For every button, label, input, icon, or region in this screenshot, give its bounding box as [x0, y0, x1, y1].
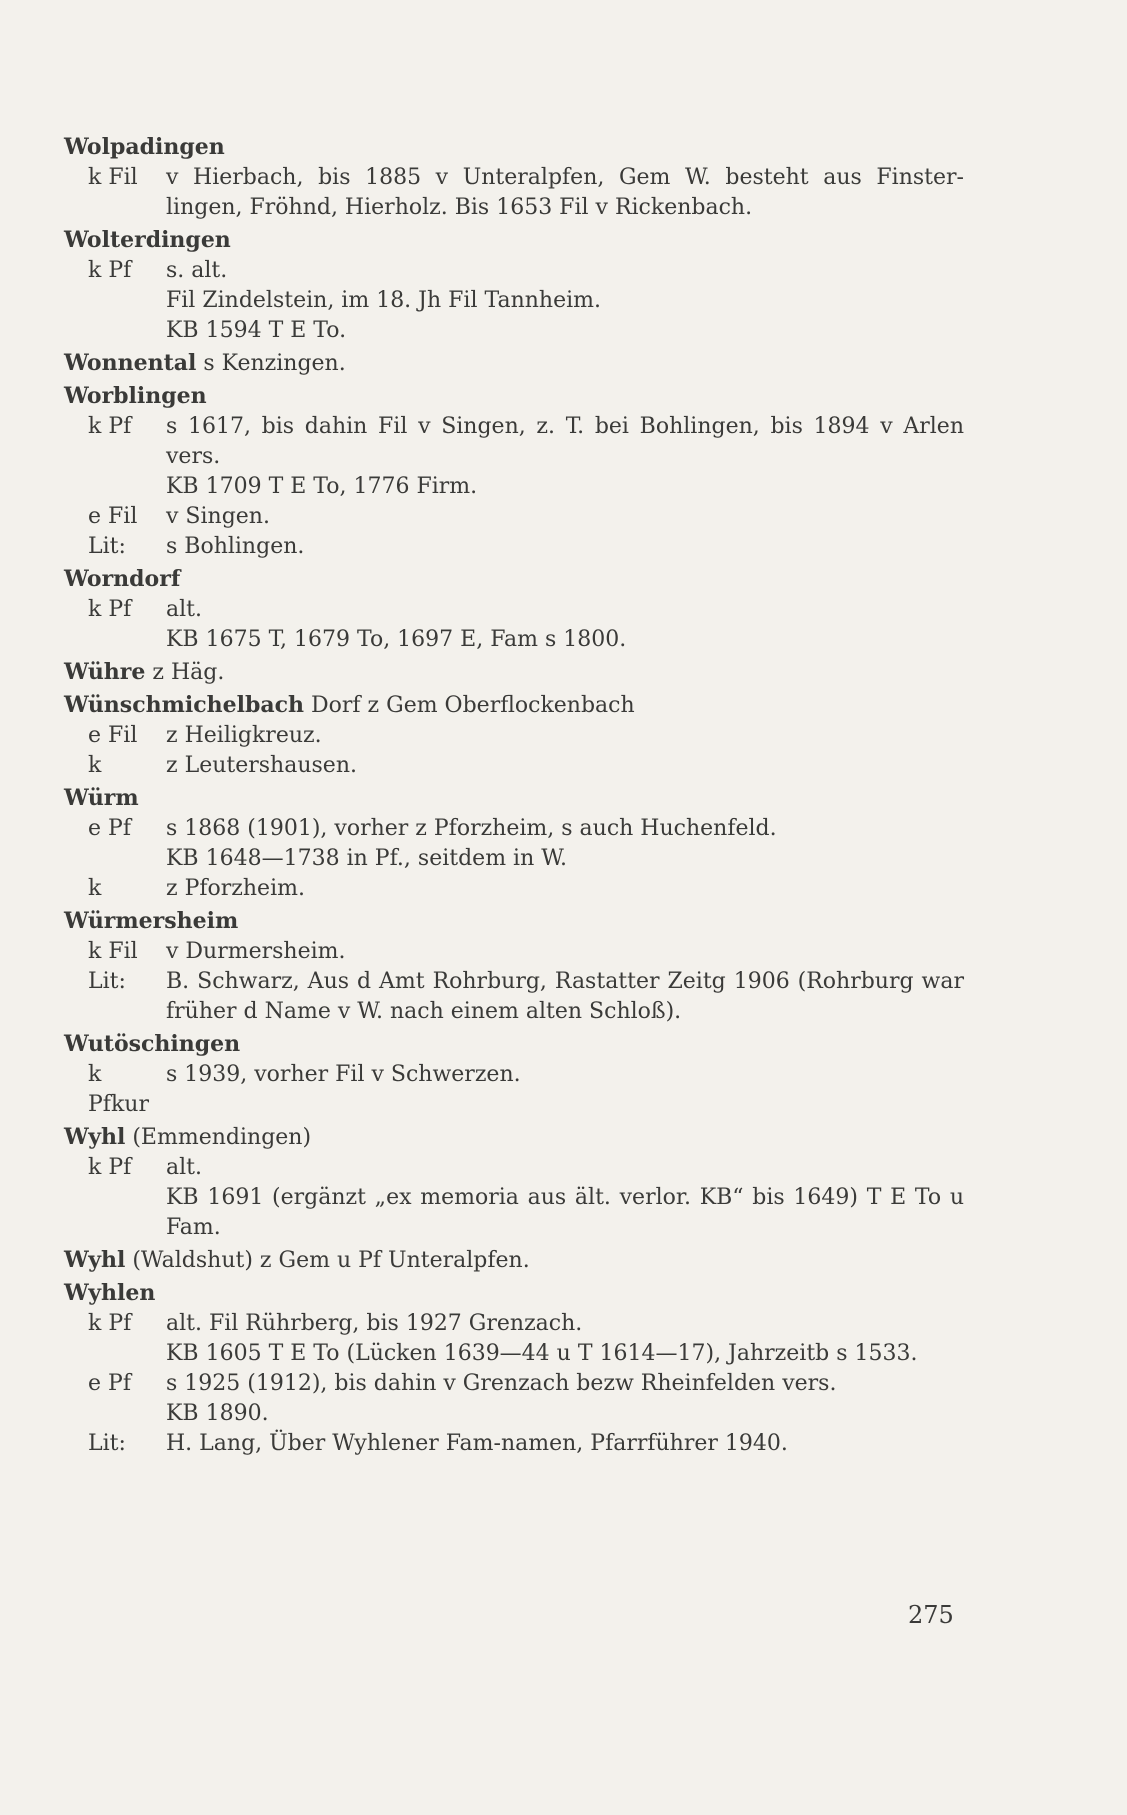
entry-row	[64, 532, 964, 562]
row-label: k Pf	[88, 414, 132, 439]
entry	[64, 225, 964, 346]
entry-row	[64, 1060, 964, 1120]
row-body	[166, 163, 964, 223]
entry-head	[64, 906, 964, 937]
row-body	[166, 814, 964, 874]
row-label: k Fil	[88, 165, 138, 190]
row-line: s. alt.	[166, 258, 228, 283]
row-line: alt. Fil Rührberg, bis 1927 Grenzach.	[166, 1311, 583, 1336]
entry	[64, 906, 964, 1027]
headword: Wyhl	[64, 1124, 126, 1150]
row-body	[166, 1153, 964, 1243]
row-body	[166, 1309, 964, 1369]
entry-row	[64, 595, 964, 655]
row-label: k Pf	[88, 258, 132, 283]
row-body	[166, 1429, 964, 1459]
entry	[64, 564, 964, 655]
entry-row	[64, 937, 964, 967]
entry	[64, 348, 964, 379]
row-line: Fil Zindelstein, im 18. Jh Fil Tannheim.	[166, 288, 601, 313]
entry-head	[64, 783, 964, 814]
entry	[64, 132, 964, 223]
headword-suffix: (Emmendingen)	[125, 1125, 312, 1150]
row-line: B. Schwarz, Aus d Amt Rohrburg, Rastatter Zeitg 1906 (Rohrburg war früher d Name v W. nach einem alten Schloß).	[166, 969, 964, 1024]
headword: Wutöschingen	[64, 1031, 241, 1057]
row-line: KB 1648—1738 in Pf., seitdem in W.	[166, 846, 568, 871]
row-body	[166, 1369, 964, 1429]
row-label: k	[88, 753, 102, 778]
row-label: e Pf	[88, 1371, 131, 1396]
headword-suffix: Dorf z Gem Oberflockenbach	[304, 693, 635, 718]
entry	[64, 690, 964, 781]
row-line: KB 1675 T, 1679 To, 1697 E, Fam s 1800.	[166, 627, 627, 652]
entry-row	[64, 256, 964, 346]
page-number: 275	[908, 1601, 954, 1629]
headword: Wolterdingen	[64, 227, 231, 253]
entry-row	[64, 874, 964, 904]
row-line: KB 1605 T E To (Lücken 1639—44 u T 1614—17), Jahrzeitb s 1533.	[166, 1341, 918, 1366]
entry-head	[64, 1029, 964, 1060]
row-line: KB 1691 (ergänzt „ex memoria aus ält. verlor. KB“ bis 1649) T E To u Fam.	[166, 1185, 964, 1240]
row-line: z Leutershausen.	[166, 753, 357, 778]
row-line: KB 1709 T E To, 1776 Firm.	[166, 474, 478, 499]
row-line: z Heiligkreuz.	[166, 723, 322, 748]
row-label: Lit:	[88, 1431, 126, 1456]
row-label: Lit:	[88, 534, 126, 559]
row-body	[166, 1060, 964, 1120]
entry-row	[64, 721, 964, 751]
row-line: v Singen.	[166, 504, 270, 529]
row-body	[166, 751, 964, 781]
row-body	[166, 532, 964, 562]
headword: Würm	[64, 785, 139, 811]
row-label: e Pf	[88, 816, 131, 841]
row-line: s 1925 (1912), bis dahin v Grenzach bezw Rheinfelden vers.	[166, 1371, 837, 1396]
entry-row	[64, 412, 964, 502]
row-line: s Bohlingen.	[166, 534, 305, 559]
entry-head	[64, 1278, 964, 1309]
entry-row	[64, 967, 964, 1027]
entry	[64, 783, 964, 904]
entry-head	[64, 132, 964, 163]
headword: Wonnental	[64, 350, 197, 376]
dictionary-entries	[64, 132, 964, 1461]
headword: Wyhlen	[64, 1280, 156, 1306]
entry-row	[64, 502, 964, 532]
row-label: e Fil	[88, 504, 138, 529]
row-line: alt.	[166, 597, 202, 622]
row-line: alt.	[166, 1155, 202, 1180]
row-label: k Pf	[88, 1155, 132, 1180]
row-line: s 1939, vorher Fil v Schwerzen.	[166, 1062, 521, 1087]
entry-head	[64, 690, 964, 721]
entry-row	[64, 163, 964, 223]
entry-head	[64, 657, 964, 688]
entry	[64, 657, 964, 688]
entry	[64, 1278, 964, 1459]
headword: Wyhl	[64, 1247, 126, 1273]
row-body	[166, 967, 964, 1027]
headword-suffix: z Häg.	[145, 660, 225, 685]
entry	[64, 381, 964, 562]
headword: Worblingen	[64, 383, 207, 409]
entry-row	[64, 1429, 964, 1459]
entry-head	[64, 225, 964, 256]
entry-head	[64, 348, 964, 379]
row-label: k Pfkur	[88, 1062, 149, 1117]
headword: Würmersheim	[64, 908, 239, 934]
headword-suffix: s Kenzingen.	[196, 351, 346, 376]
row-label: k	[88, 876, 102, 901]
row-body	[166, 595, 964, 655]
headword: Wolpadingen	[64, 134, 225, 160]
entry-head	[64, 1122, 964, 1153]
entry	[64, 1122, 964, 1243]
headword-suffix: (Waldshut) z Gem u Pf Unteralpfen.	[125, 1248, 530, 1273]
row-line: KB 1890.	[166, 1401, 269, 1426]
entry	[64, 1029, 964, 1120]
row-label: Lit:	[88, 969, 126, 994]
row-line: s 1617, bis dahin Fil v Singen, z. T. bei Bohlingen, bis 1894 v Arlen vers.	[166, 414, 964, 469]
entry-row	[64, 1153, 964, 1243]
row-line: z Pforzheim.	[166, 876, 305, 901]
entry-head	[64, 381, 964, 412]
headword: Worndorf	[64, 566, 181, 592]
row-label: k Pf	[88, 597, 132, 622]
row-line: H. Lang, Über Wyhlener Fam-namen, Pfarrführer 1940.	[166, 1431, 788, 1456]
row-line: v Durmersheim.	[166, 939, 346, 964]
row-label: e Fil	[88, 723, 138, 748]
row-line: KB 1594 T E To.	[166, 318, 347, 343]
entry	[64, 1245, 964, 1276]
row-line: v Hierbach, bis 1885 v Unteralpfen, Gem W. besteht aus Finster-lingen, Fröhnd, Hierholz. Bis 1653 Fil v Rickenbach.	[166, 165, 964, 220]
entry-row	[64, 814, 964, 874]
entry-head	[64, 1245, 964, 1276]
headword: Wühre	[64, 659, 146, 685]
headword: Wünschmichelbach	[64, 692, 304, 718]
entry-head	[64, 564, 964, 595]
row-label: k Pf	[88, 1311, 132, 1336]
row-body	[166, 874, 964, 904]
row-body	[166, 256, 964, 346]
row-label: k Fil	[88, 939, 138, 964]
row-body	[166, 502, 964, 532]
row-body	[166, 937, 964, 967]
entry-row	[64, 751, 964, 781]
entry-row	[64, 1309, 964, 1369]
row-line: s 1868 (1901), vorher z Pforzheim, s auch Huchenfeld.	[166, 816, 777, 841]
row-body	[166, 721, 964, 751]
entry-row	[64, 1369, 964, 1429]
row-body	[166, 412, 964, 502]
